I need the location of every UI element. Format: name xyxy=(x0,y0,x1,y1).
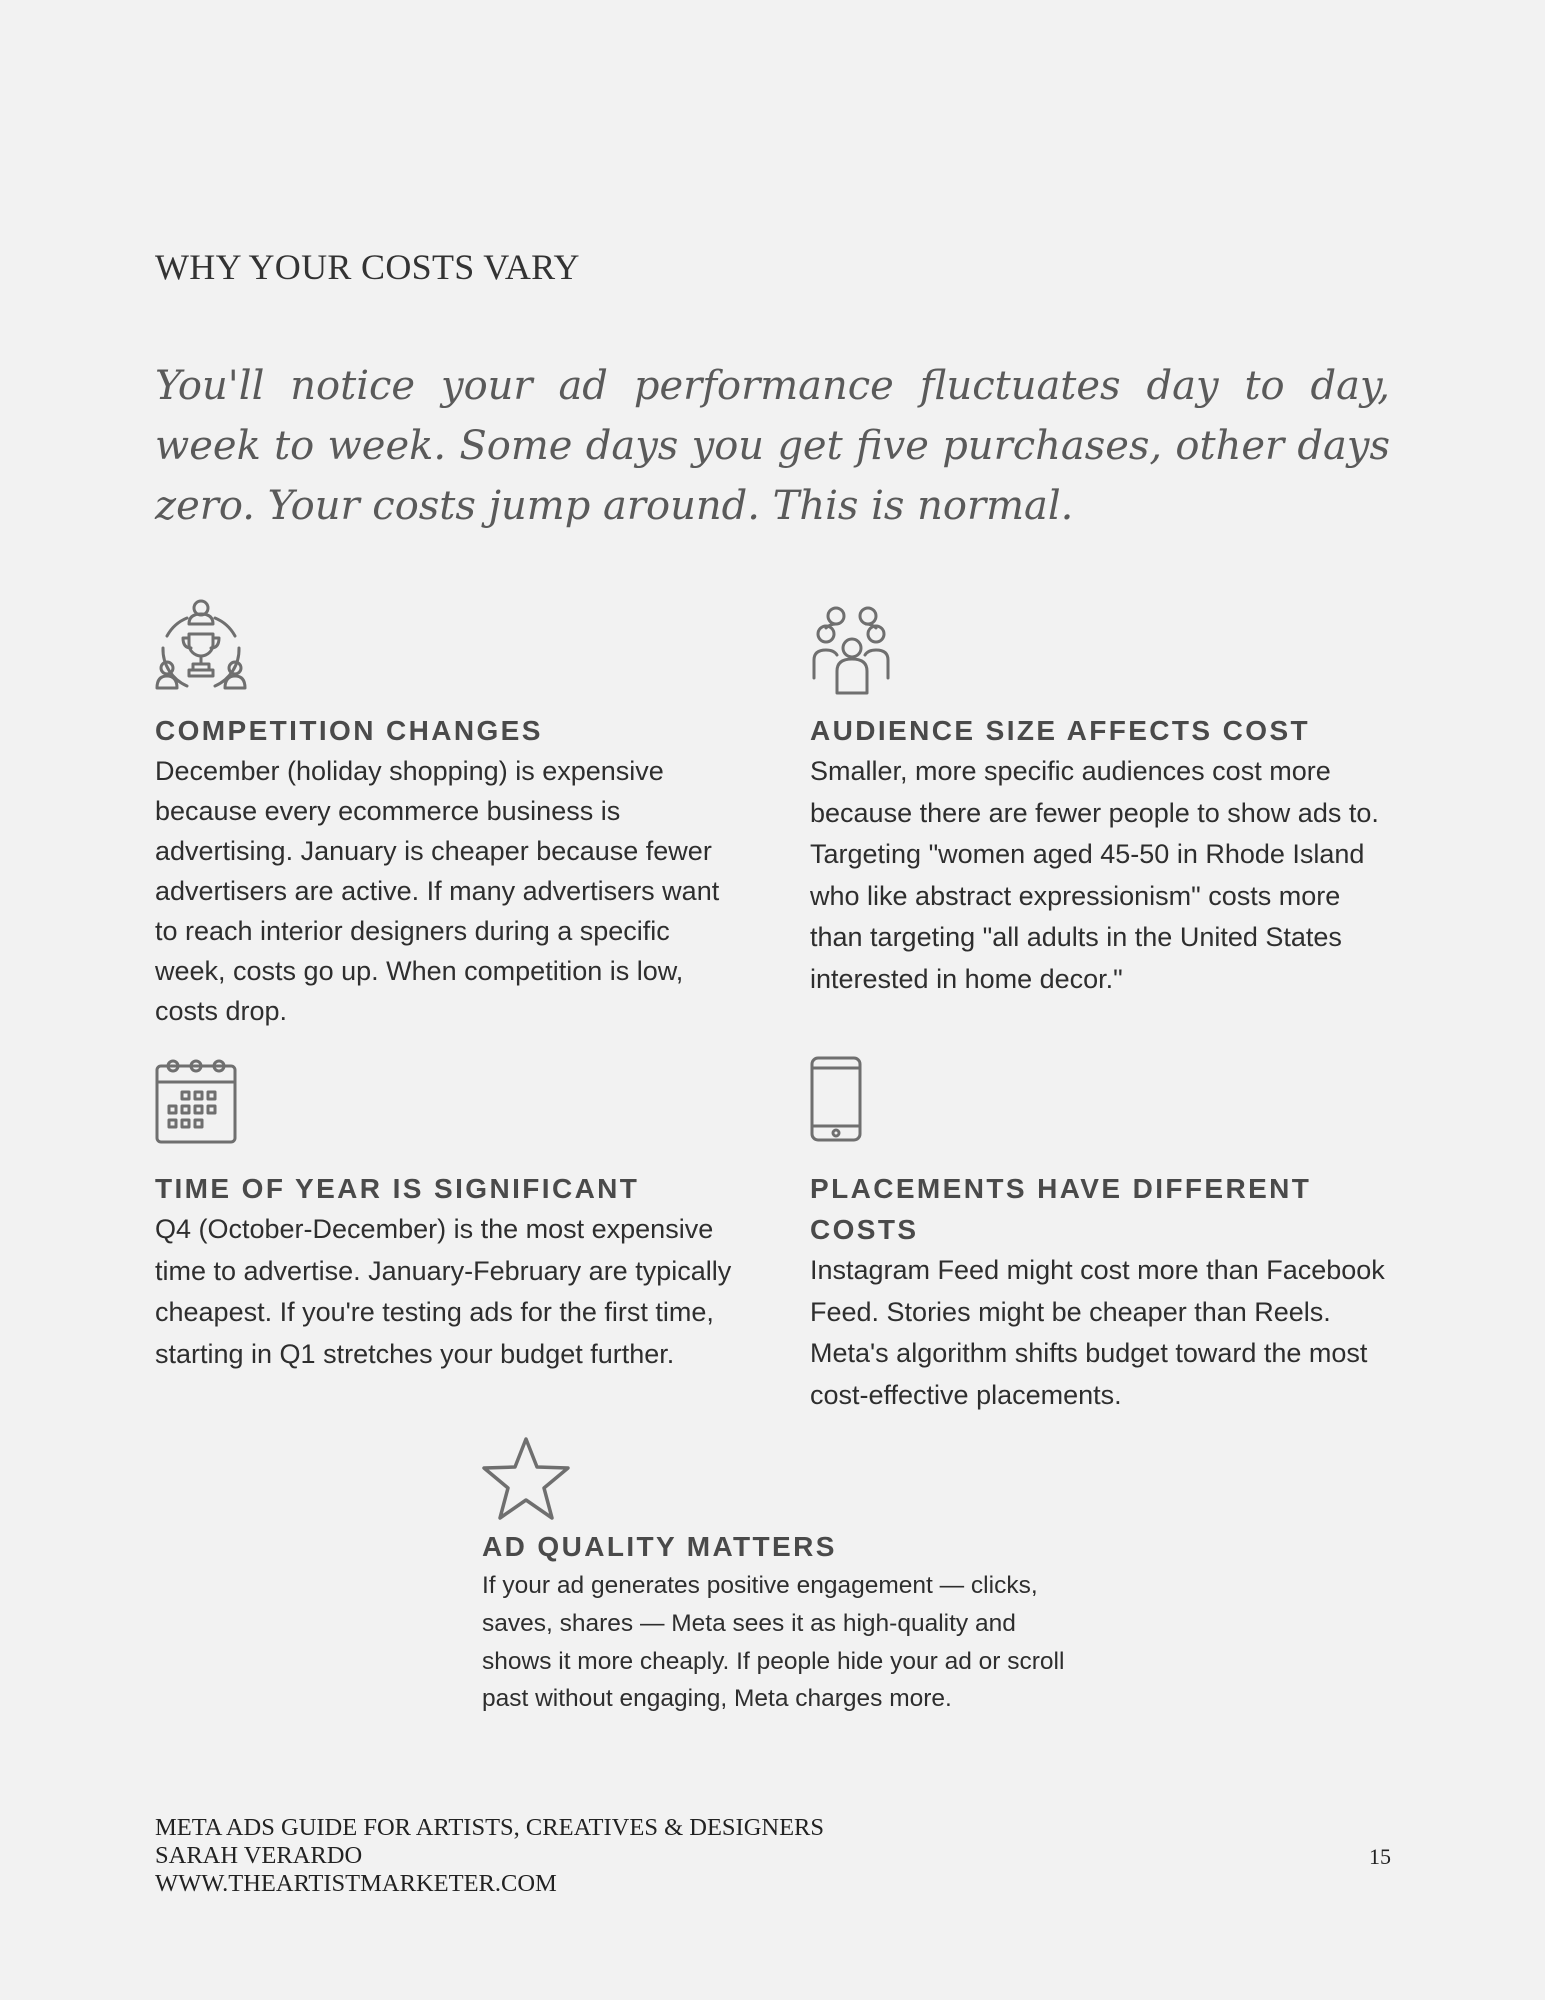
block-text: If your ad generates positive engagement — clicks, saves, shares — Meta sees it as high-quality and shows it more cheaply. If people hide your ad or scroll past without engaging, Meta charges more. xyxy=(482,1572,1065,1713)
block-title: TIME OF YEAR IS SIGNIFICANT xyxy=(155,1173,640,1204)
audience-size-block xyxy=(810,598,1400,1001)
intro-paragraph: You'll notice your ad performance fluctuates day to day, week to week. Some days you get five purchases, other days zero. Your costs jump around. This is normal. xyxy=(155,363,1390,529)
trophy-people-icon xyxy=(155,598,735,710)
star-icon xyxy=(482,1436,1082,1526)
footer-website: WWW.THEARTISTMARKETER.COM xyxy=(155,1870,557,1897)
placements-block xyxy=(810,1056,1400,1416)
calendar-icon xyxy=(155,1056,735,1168)
competition-block xyxy=(155,598,735,1031)
people-group-icon xyxy=(810,598,1400,710)
footer-guide-title: META ADS GUIDE FOR ARTISTS, CREATIVES & DESIGNERS xyxy=(155,1814,825,1841)
block-text: Q4 (October-December) is the most expensive time to advertise. January-February are typically cheapest. If you're testing ads for the first time, starting in Q1 stretches your budget further. xyxy=(155,1214,732,1369)
ad-quality-block xyxy=(482,1436,1082,1718)
block-text: Smaller, more specific audiences cost more because there are fewer people to show ads to. Targeting "women aged 45-50 in Rhode Island who like abstract expressionism" costs more than targeting "all adults in the United States interested in home decor." xyxy=(810,756,1379,994)
block-text: December (holiday shopping) is expensive because every ecommerce business is advertising. January is cheaper because fewer advertisers are active. If many advertisers want to reach interior designers during a specific week, costs go up. When competition is low, costs drop. xyxy=(155,756,720,1026)
block-title: COMPETITION CHANGES xyxy=(155,715,543,746)
time-of-year-block xyxy=(155,1056,735,1375)
block-title: AUDIENCE SIZE AFFECTS COST xyxy=(810,715,1311,746)
page-heading: WHY YOUR COSTS VARY xyxy=(155,247,580,287)
page-number: 15 xyxy=(1369,1844,1391,1869)
block-title: PLACEMENTS HAVE DIFFERENT COSTS xyxy=(810,1173,1312,1245)
smartphone-icon xyxy=(810,1056,1400,1168)
footer-author: SARAH VERARDO xyxy=(155,1842,363,1869)
footer xyxy=(155,1814,824,1898)
block-title: AD QUALITY MATTERS xyxy=(482,1531,837,1562)
block-text: Instagram Feed might cost more than Facebook Feed. Stories might be cheaper than Reels. Meta's algorithm shifts budget toward the most cost-effective placements. xyxy=(810,1255,1385,1410)
